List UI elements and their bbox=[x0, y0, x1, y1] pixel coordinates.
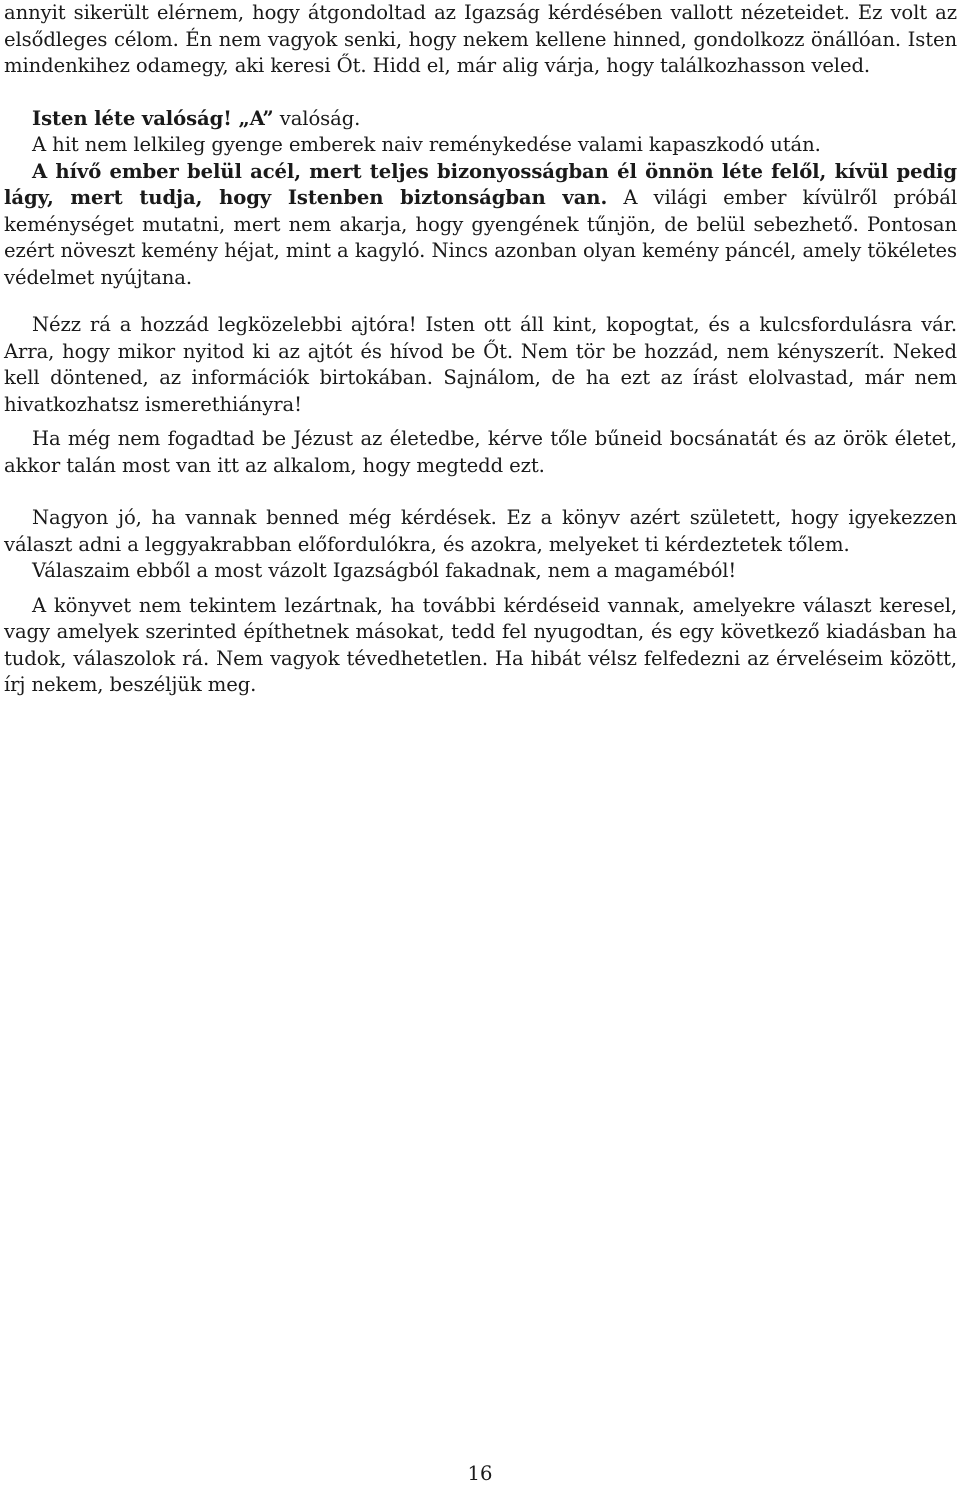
paragraph-questions: Nagyon jó, ha vannak benned még kérdések. Ez a könyv azért született, hogy igyekezzen választ adni a leggyakrabban előfordulókra, és azokra, melyeket ti kérdeztetek tőlem. bbox=[4, 506, 957, 556]
reality-text: valóság. bbox=[273, 106, 361, 130]
bold-the: „A” bbox=[238, 106, 274, 130]
bold-believer-statement: A hívő ember belül acél, mert teljes bizonyosságban él önnön léte felől, kívül pedig lágy, mert tudja, hogy Istenben biztonságban van. bbox=[4, 159, 957, 209]
paragraph-answers-source: Válaszaim ebből a most vázolt Igazságból fakadnak, nem a magaméból! bbox=[32, 559, 737, 582]
page-number: 16 bbox=[467, 1462, 493, 1485]
paragraph-opening: annyit sikerült elérnem, hogy átgondoltad az Igazság kérdésében vallott nézeteidet. Ez volt az elsődleges célom. Én nem vagyok senki, hogy nekem kellene hinned, gondolkozz önállóan. Isten mindenkihez odamegy, aki keresi Őt. Hidd el, már alig várja, hogy találkozhasson veled. bbox=[4, 1, 957, 77]
paragraph-accept-jesus: Ha még nem fogadtad be Jézust az életedbe, kérve tőle bűneid bocsánatát és az örök életet, akkor talán most van itt az alkalom, hogy megtedd ezt. bbox=[4, 427, 957, 477]
paragraph-book-open: A könyvet nem tekintem lezártnak, ha további kérdéseid vannak, amelyekre választ keresel, vagy amelyek szerinted építhetnek másokat, tedd fel nyugodtan, és egy következő kiadásban ha tudok, válaszolok rá. Nem vagyok tévedhetetlen. Ha hibát vélsz felfedezni az érveléseim között, írj nekem, beszéljük meg. bbox=[4, 593, 957, 696]
paragraph-faith: A hit nem lelkileg gyenge emberek naiv reménykedése valami kapaszkodó után. bbox=[32, 133, 821, 156]
worldly-person-text: A világi ember kívülről próbál keménységet mutatni, mert nem akarja, hogy gyengének tűnjön, de belül sebezhető. Pontosan ezért növeszt kemény héjat, mint a kagyló. Nincs azonban olyan kemény páncél, amely tökéletes védelmet nyújtana. bbox=[4, 186, 957, 289]
paragraph-believer bbox=[4, 159, 957, 292]
bold-god-reality: Isten léte valóság! bbox=[32, 106, 239, 130]
document-page bbox=[4, 0, 957, 699]
paragraph-door: Nézz rá a hozzád legközelebbi ajtóra! Isten ott áll kint, kopogtat, és a kulcsfordulásra vár. Arra, hogy mikor nyitod ki az ajtót és hívod be Őt. Nem tör be hozzád, nem kényszerít. Neked kell döntened, az információk birtokában. Sajnálom, de ha ezt az írást elolvastad, már nem hivatkozhatsz ismerethiányra! bbox=[4, 313, 957, 416]
paragraph-god-reality bbox=[4, 106, 957, 133]
